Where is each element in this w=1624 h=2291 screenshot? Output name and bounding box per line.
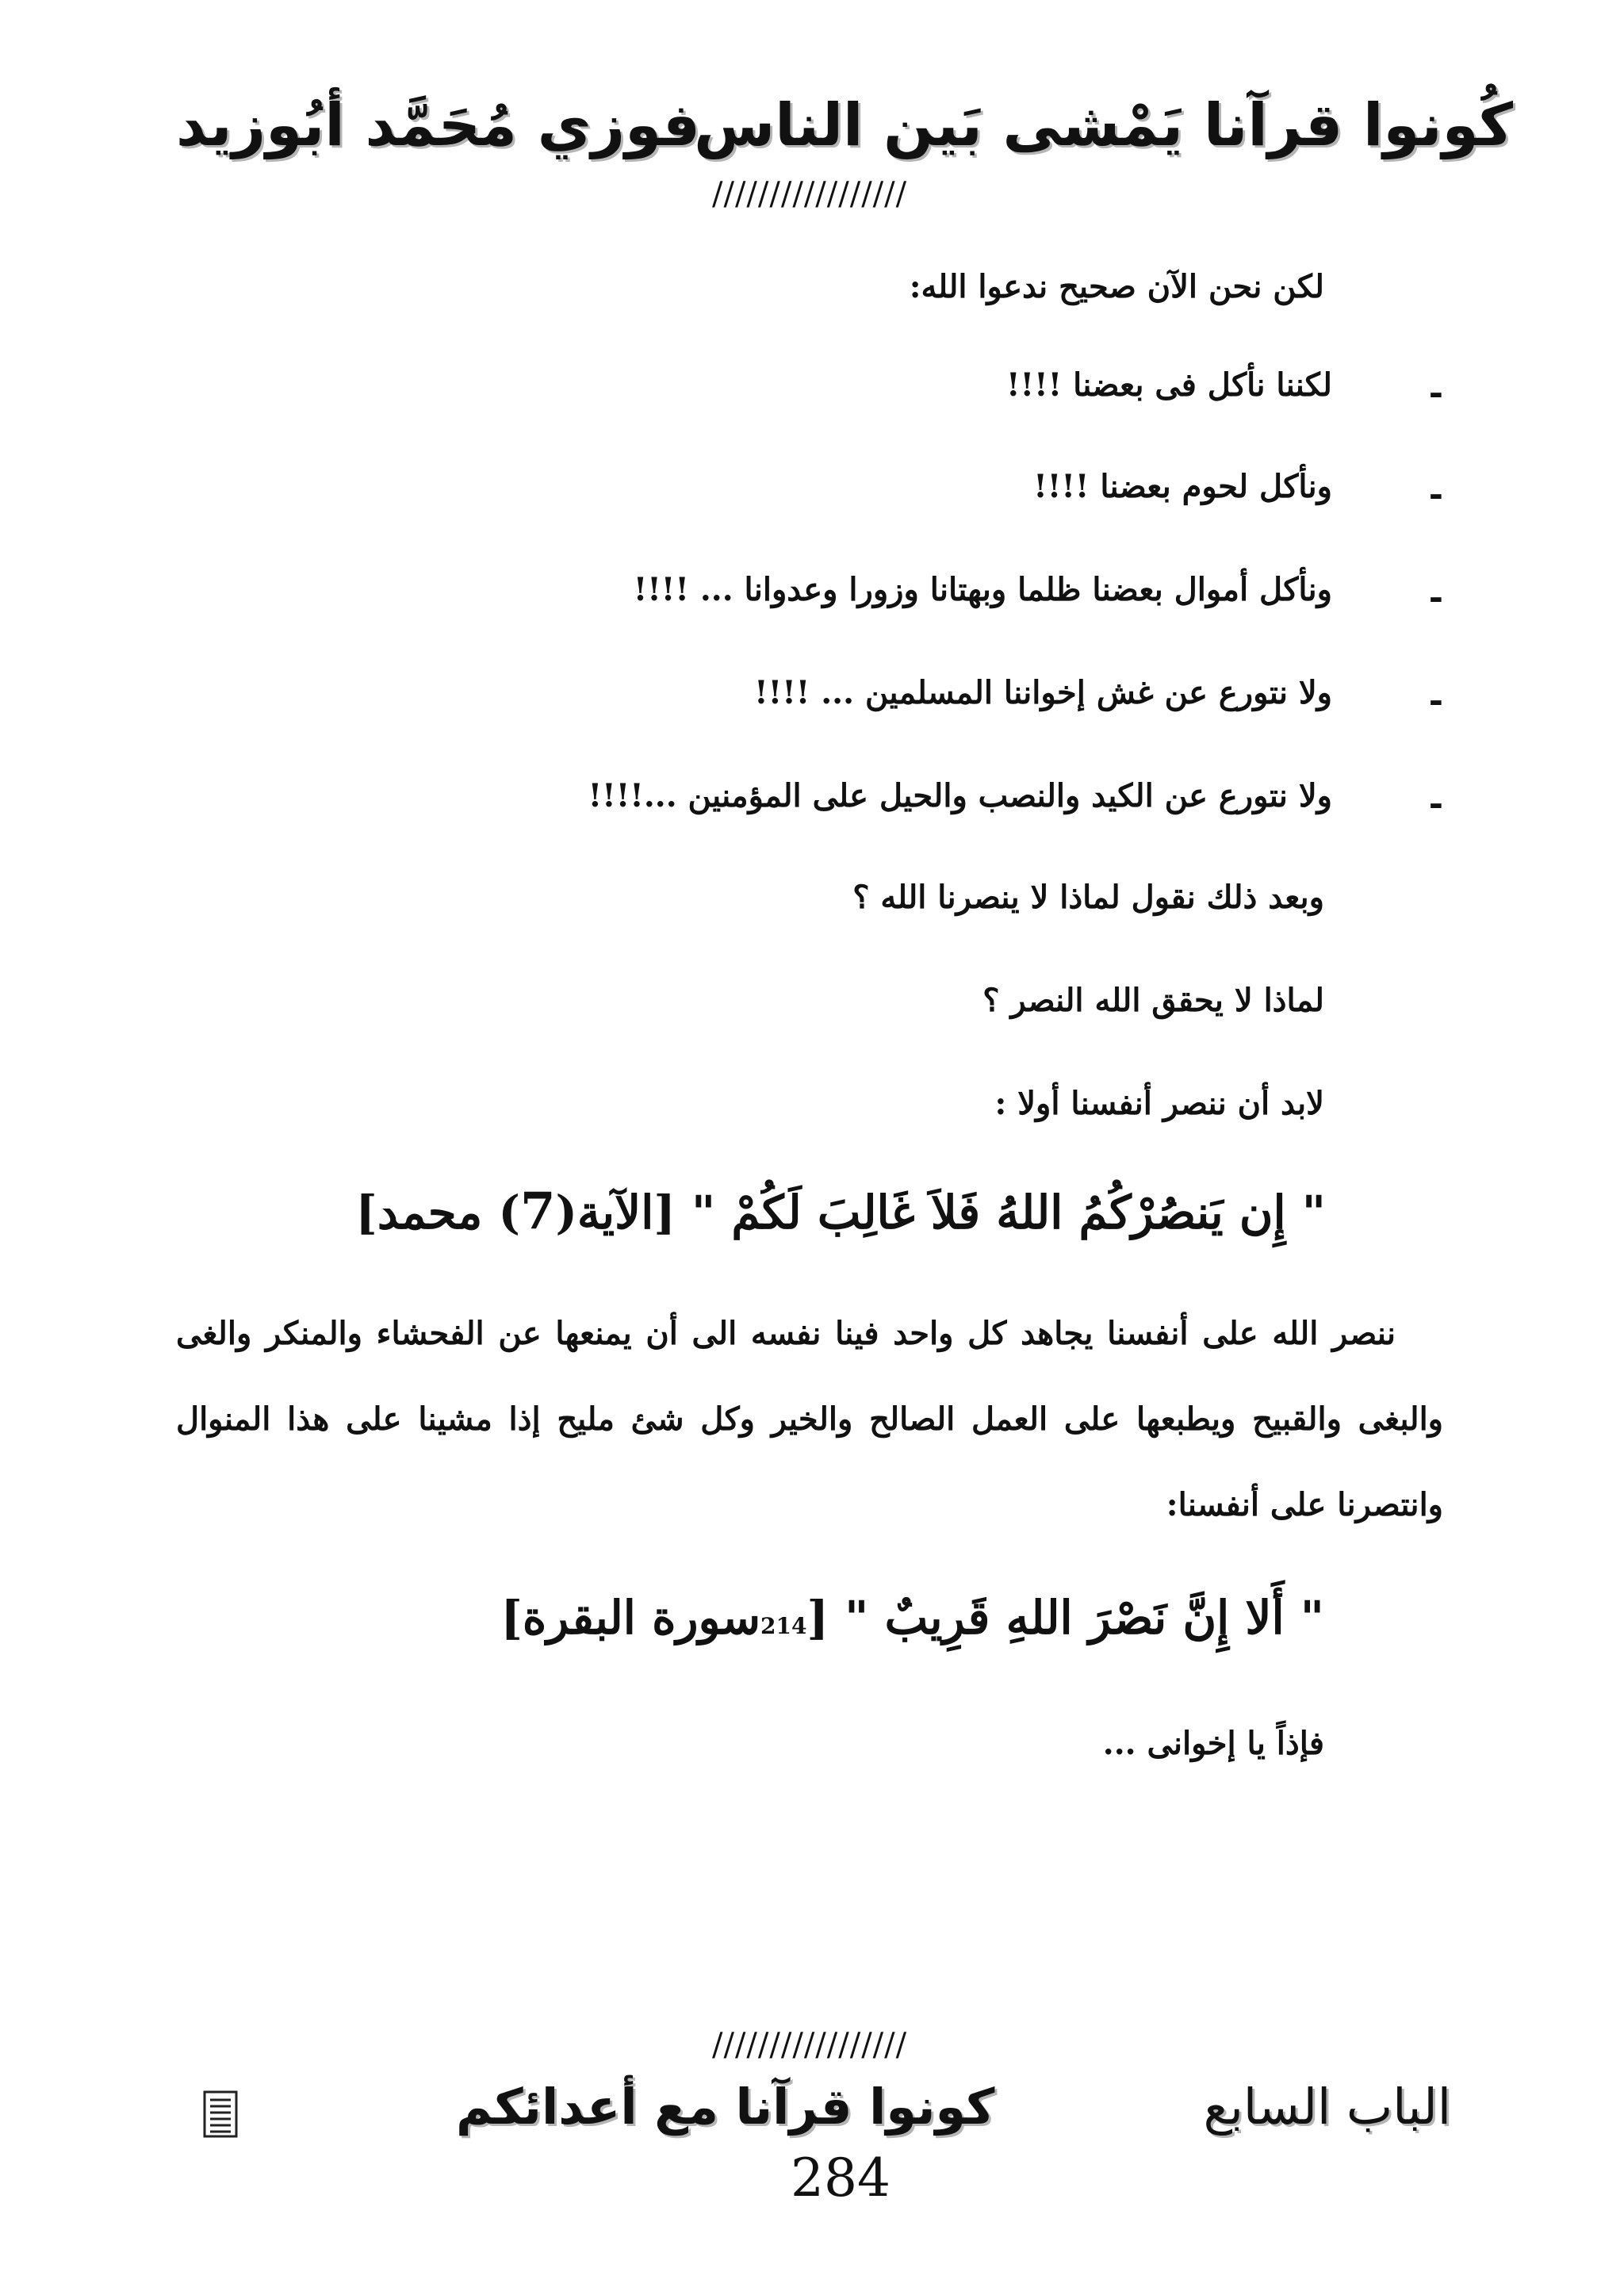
footer-title: كونوا قرآنا مع أعدائكم bbox=[456, 2078, 995, 2136]
bullet-item: ونأكل لحوم بعضنا !!!! bbox=[1033, 468, 1332, 505]
footer-chapter: الباب السابع bbox=[1203, 2078, 1451, 2136]
bullet-mark: - bbox=[1428, 577, 1443, 618]
page-header-author: فوزي مُحَمَّد أبُوزيد bbox=[176, 91, 700, 159]
quranic-verse bbox=[500, 1591, 1324, 1645]
bullet-item: ولا نتورع عن الكيد والنصب والحيل على المؤمنين ...!!!! bbox=[588, 777, 1332, 814]
question-line: لماذا لا يحقق الله النصر ؟ bbox=[982, 982, 1324, 1019]
bullet-item: ونأكل أموال بعضنا ظلما وبهتانا وزورا وعدوانا ... !!!! bbox=[633, 571, 1332, 608]
header-separator: ///////////////// bbox=[712, 176, 908, 213]
body-paragraph: ننصر الله على أنفسنا يجاهد كل واحد فينا نفسه الى أن يمنعها عن الفحشاء والمنكر والغى والبغى والقبيح ويطبعها على العمل الصالح والخير وكل شئ مليح إذا مشينا على هذا المنوال وانتصرنا على أنفسنا: bbox=[176, 1315, 1444, 1523]
page-number: 284 bbox=[791, 2147, 891, 2209]
book-icon bbox=[203, 2090, 238, 2138]
footer-separator: ///////////////// bbox=[712, 2027, 908, 2063]
bullet-item: ولا نتورع عن غش إخواننا المسلمين ... !!!! bbox=[754, 674, 1332, 711]
bullet-mark: - bbox=[1428, 783, 1443, 824]
verse-text: " أَلا إِنَّ نَصْرَ اللهِ قَرِيبٌ " bbox=[845, 1591, 1324, 1645]
verse-reference: [214سورة البقرة] bbox=[500, 1591, 829, 1645]
bullet-mark: - bbox=[1428, 680, 1443, 721]
must-line: لابد أن ننصر أنفسنا أولا : bbox=[994, 1085, 1324, 1122]
verse-reference: [الآية(7) محمد] bbox=[355, 1182, 676, 1241]
verse-text: " إِن يَنصُرْكُمُ اللهُ فَلاَ غَالِبَ لَكُمْ " bbox=[691, 1186, 1326, 1239]
page-header-title: كُونوا قرآنا يَمْشى بَين الناس bbox=[694, 91, 1513, 159]
intro-line: لكن نحن الآن صحيح ندعوا الله: bbox=[909, 268, 1324, 305]
bullet-mark: - bbox=[1428, 373, 1443, 413]
closing-line: فإذاً يا إخوانى ... bbox=[1102, 1725, 1324, 1762]
quranic-verse bbox=[355, 1182, 1326, 1241]
bullet-item: لكننا نأكل فى بعضنا !!!! bbox=[1005, 366, 1332, 404]
bullet-mark: - bbox=[1428, 474, 1443, 515]
question-line: وبعد ذلك نقول لماذا لا ينصرنا الله ؟ bbox=[852, 879, 1324, 916]
